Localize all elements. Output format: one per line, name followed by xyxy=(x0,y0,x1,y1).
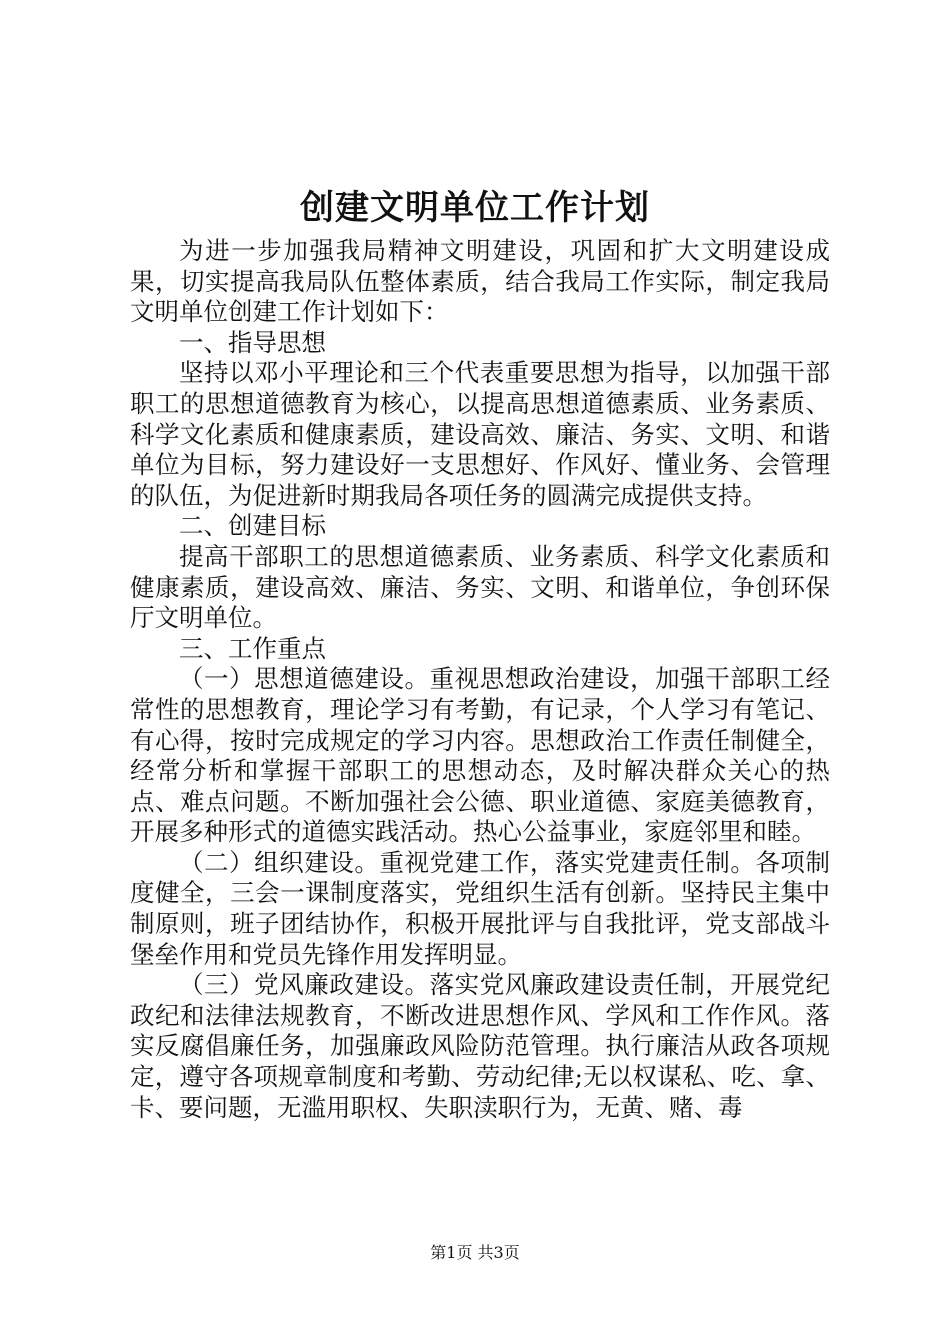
work-focus-item-3: （三）党风廉政建设。落实党风廉政建设责任制，开展党纪政纪和法律法规教育，不断改进思想作风、学风和工作作风。落实反腐倡廉任务，加强廉政风险防范管理。执行廉洁从政各项规定，遵守各项规章制度和考勤、劳动纪律;无以权谋私、吃、拿、卡、要问题，无滥用职权、失职渎职行为，无黄、赌、毒 xyxy=(130,970,830,1122)
work-focus-item-2: （二）组织建设。重视党建工作，落实党建责任制。各项制度健全，三会一课制度落实，党组织生活有创新。坚持民主集中制原则，班子团结协作，积极开展批评与自我批评，党支部战斗堡垒作用和党员先锋作用发挥明显。 xyxy=(130,847,830,969)
goals-paragraph: 提高干部职工的思想道德素质、业务素质、科学文化素质和健康素质，建设高效、廉洁、务实、文明、和谐单位，争创环保厅文明单位。 xyxy=(130,541,830,633)
intro-paragraph: 为进一步加强我局精神文明建设，巩固和扩大文明建设成果，切实提高我局队伍整体素质，结合我局工作实际，制定我局文明单位创建工作计划如下： xyxy=(130,236,830,327)
section-heading-guiding-ideology: 一、指导思想 xyxy=(179,327,326,357)
work-focus-item-1: （一）思想道德建设。重视思想政治建设，加强干部职工经常性的思想教育，理论学习有考勤，有记录，个人学习有笔记、有心得，按时完成规定的学习内容。思想政治工作责任制健全，经常分析和掌握干部职工的思想动态，及时解决群众关心的热点、难点问题。不断加强社会公德、职业道德、家庭美德教育，开展多种形式的道德实践活动。热心公益事业，家庭邻里和睦。 xyxy=(130,664,830,847)
guiding-ideology-paragraph: 坚持以邓小平理论和三个代表重要思想为指导，以加强干部职工的思想道德教育为核心，以提高思想道德素质、业务素质、科学文化素质和健康素质，建设高效、廉洁、务实、文明、和谐单位为目标，努力建设好一支思想好、作风好、懂业务、会管理的队伍，为促进新时期我局各项任务的圆满完成提供支持。 xyxy=(130,358,830,510)
document-title: 创建文明单位工作计划 xyxy=(300,188,650,228)
section-heading-work-focus: 三、工作重点 xyxy=(179,633,326,663)
section-heading-goals: 二、创建目标 xyxy=(179,511,326,541)
document-body xyxy=(130,236,830,1123)
page-footer: 第1页 共3页 xyxy=(430,1243,520,1262)
